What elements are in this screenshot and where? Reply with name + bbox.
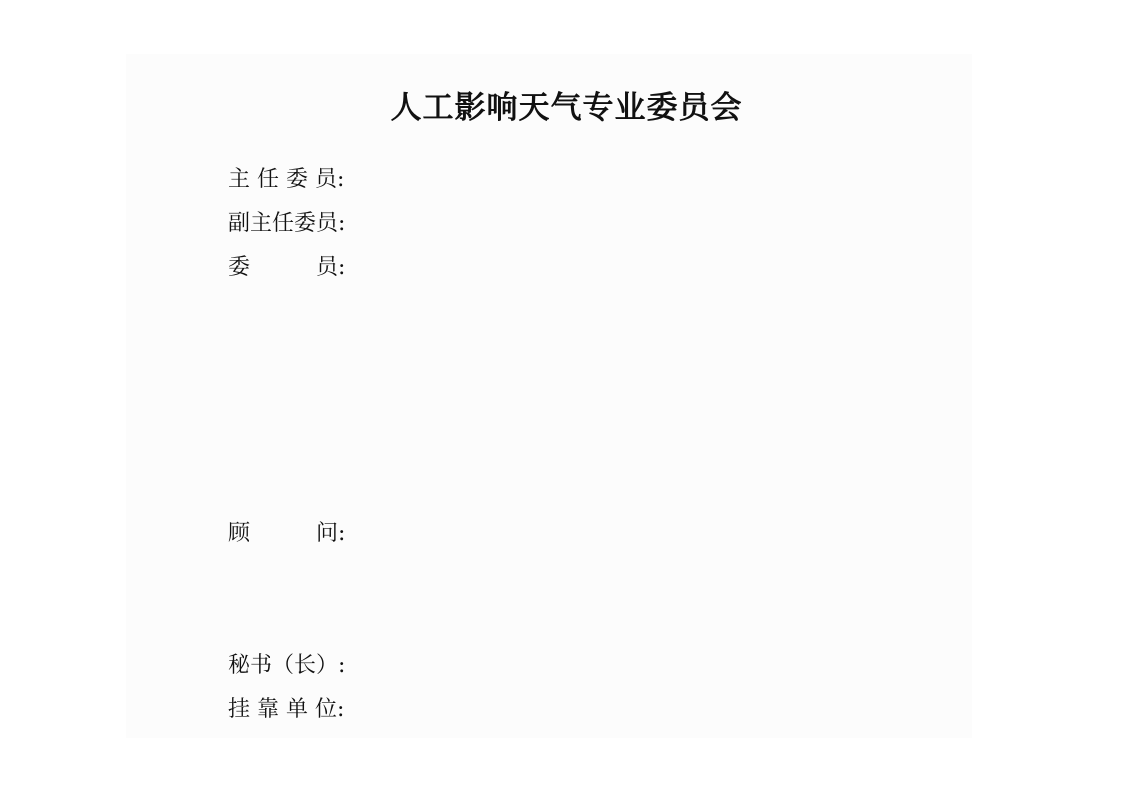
member-names (373, 202, 868, 246)
committee-row (228, 688, 868, 732)
role-label: 委 员: (228, 255, 346, 280)
committee-row (228, 644, 868, 688)
member-names (373, 512, 868, 556)
member-names (373, 688, 868, 732)
document-page (126, 54, 972, 738)
committee-row (228, 158, 868, 202)
role-label: 秘书（长）: (228, 653, 346, 678)
member-names (373, 246, 868, 290)
role-label: 主 任 委 员: (228, 167, 345, 192)
member-names (373, 158, 868, 202)
committee-row (228, 512, 868, 556)
committee-row (228, 246, 868, 290)
role-label: 顾 问: (228, 521, 346, 546)
committee-row (228, 202, 868, 246)
member-names (373, 644, 868, 688)
role-label: 挂 靠 单 位: (228, 697, 345, 722)
page-title: 人工影响天气专业委员会 (390, 90, 743, 126)
role-label: 副主任委员: (228, 211, 346, 236)
